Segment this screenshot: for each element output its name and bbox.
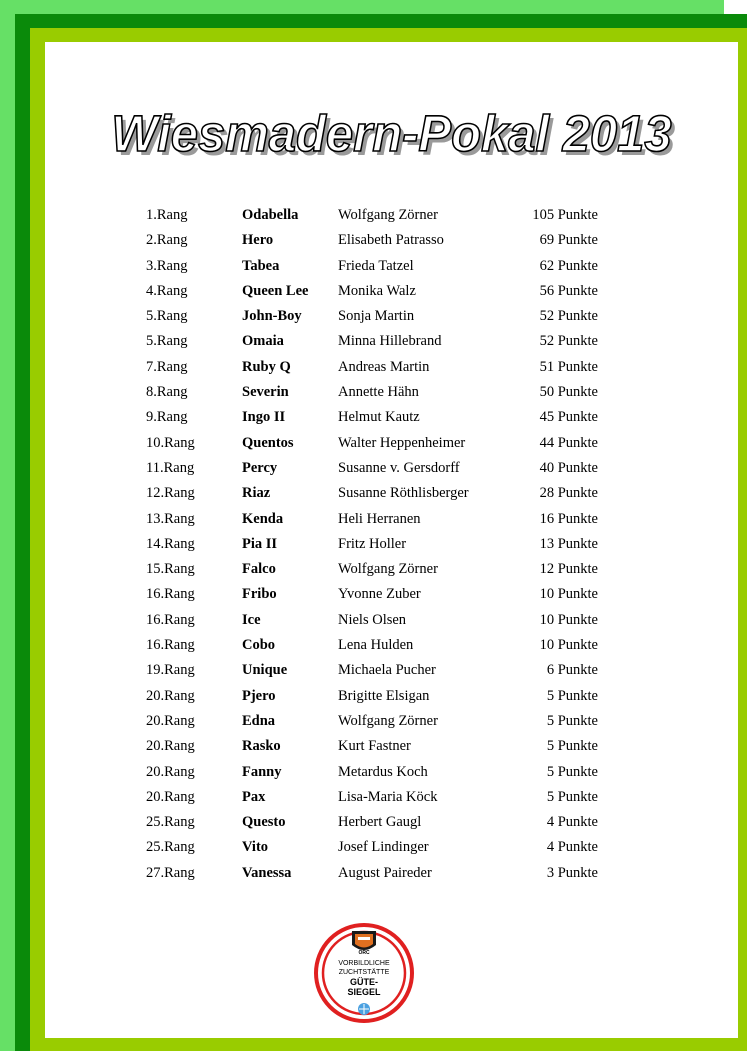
horse-name-cell: John-Boy	[242, 308, 302, 325]
owner-name-cell: Wolfgang Zörner	[338, 207, 438, 223]
rank-cell: 3.Rang	[146, 257, 188, 274]
rank-cell: 16.Rang	[146, 637, 195, 654]
table-row	[45, 507, 738, 532]
owner-name-cell: Lena Hulden	[338, 637, 414, 654]
horse-name-cell: Falco	[242, 561, 276, 578]
table-row	[45, 329, 738, 354]
horse-name-cell: Edna	[242, 712, 276, 729]
horse-name-cell: Odabella	[242, 207, 299, 223]
horse-name-cell: Omaia	[242, 333, 284, 350]
ranking-table	[45, 203, 738, 886]
table-row	[45, 203, 738, 228]
table-row	[45, 608, 738, 633]
horse-name-cell: Riaz	[242, 485, 271, 502]
rank-cell: 16.Rang	[146, 586, 195, 603]
table-row	[45, 810, 738, 835]
owner-name-cell: Andreas Martin	[338, 358, 430, 375]
points-cell: 45 Punkte	[539, 409, 598, 426]
horse-name-cell: Tabea	[242, 257, 280, 274]
rank-cell: 19.Rang	[146, 662, 195, 679]
rank-cell: 25.Rang	[146, 814, 195, 831]
owner-name-cell: Herbert Gaugl	[338, 814, 422, 831]
points-cell: 6 Punkte	[546, 662, 598, 679]
owner-name-cell: Susanne Röthlisberger	[338, 485, 469, 502]
table-row	[45, 557, 738, 582]
rank-cell: 9.Rang	[146, 409, 188, 426]
horse-name-cell: Pjero	[242, 687, 276, 704]
horse-name-cell: Cobo	[242, 637, 276, 654]
owner-name-cell: Brigitte Elsigan	[338, 687, 430, 704]
owner-name-cell: Lisa-Maria Köck	[338, 788, 438, 805]
table-row	[45, 355, 738, 380]
horse-name-cell: Hero	[242, 232, 274, 249]
owner-name-cell: Minna Hillebrand	[338, 333, 442, 350]
points-cell: 5 Punkte	[546, 687, 598, 704]
points-cell: 69 Punkte	[539, 232, 598, 249]
rank-cell: 20.Rang	[146, 788, 195, 805]
quality-seal-logo	[314, 923, 414, 1023]
table-row	[45, 456, 738, 481]
points-cell: 51 Punkte	[539, 358, 598, 375]
points-cell: 13 Punkte	[539, 535, 598, 552]
owner-name-cell: Heli Herranen	[338, 510, 421, 527]
points-cell: 3 Punkte	[546, 864, 598, 881]
owner-name-cell: Niels Olsen	[338, 611, 407, 628]
horse-name-cell: Fribo	[242, 586, 277, 603]
table-row	[45, 658, 738, 683]
rank-cell: 15.Rang	[146, 561, 195, 578]
table-row	[45, 431, 738, 456]
rank-cell: 10.Rang	[146, 434, 195, 451]
table-row	[45, 709, 738, 734]
rank-cell: 4.Rang	[146, 282, 188, 299]
horse-name-cell: Pax	[242, 788, 266, 805]
horse-name-cell: Vanessa	[242, 864, 292, 881]
points-cell: 12 Punkte	[539, 561, 598, 578]
rank-cell: 13.Rang	[146, 510, 195, 527]
points-cell: 40 Punkte	[539, 459, 598, 476]
owner-name-cell: Michaela Pucher	[338, 662, 436, 679]
rank-cell: 5.Rang	[146, 308, 188, 325]
rank-cell: 27.Rang	[146, 864, 195, 881]
owner-name-cell: Metardus Koch	[338, 763, 428, 780]
horse-name-cell: Fanny	[242, 763, 282, 780]
points-cell: 50 Punkte	[539, 384, 598, 401]
table-row	[45, 405, 738, 430]
points-cell: 10 Punkte	[539, 611, 598, 628]
seal-line-3: GÜTE-	[350, 977, 378, 987]
seal-emblem: ÖRC	[358, 950, 370, 956]
horse-name-cell: Ruby Q	[242, 358, 291, 375]
points-cell: 10 Punkte	[539, 637, 598, 654]
page-title: Wiesmadern-Pokal 2013	[111, 105, 672, 162]
points-cell: 44 Punkte	[539, 434, 598, 451]
table-row	[45, 228, 738, 253]
rank-cell: 20.Rang	[146, 687, 195, 704]
points-cell: 5 Punkte	[546, 712, 598, 729]
points-cell: 56 Punkte	[539, 282, 598, 299]
owner-name-cell: Annette Hähn	[338, 384, 419, 401]
rank-cell: 1.Rang	[146, 207, 188, 223]
table-row	[45, 304, 738, 329]
table-row	[45, 633, 738, 658]
horse-name-cell: Queen Lee	[242, 282, 309, 299]
table-row	[45, 532, 738, 557]
points-cell: 5 Punkte	[546, 788, 598, 805]
owner-name-cell: Wolfgang Zörner	[338, 561, 438, 578]
points-cell: 5 Punkte	[546, 763, 598, 780]
table-row	[45, 861, 738, 886]
rank-cell: 12.Rang	[146, 485, 195, 502]
owner-name-cell: Yvonne Zuber	[338, 586, 421, 603]
owner-name-cell: Susanne v. Gersdorff	[338, 459, 460, 476]
table-row	[45, 380, 738, 405]
owner-name-cell: Elisabeth Patrasso	[338, 232, 444, 249]
horse-name-cell: Vito	[242, 839, 269, 856]
horse-name-cell: Questo	[242, 814, 286, 831]
rank-cell: 25.Rang	[146, 839, 195, 856]
table-row	[45, 835, 738, 860]
points-cell: 4 Punkte	[546, 839, 598, 856]
table-row	[45, 684, 738, 709]
points-cell: 28 Punkte	[539, 485, 598, 502]
owner-name-cell: Walter Heppenheimer	[338, 434, 466, 451]
points-cell: 5 Punkte	[546, 738, 598, 755]
table-row	[45, 734, 738, 759]
owner-name-cell: August Paireder	[338, 864, 432, 881]
horse-name-cell: Unique	[242, 662, 288, 679]
horse-name-cell: Ice	[242, 611, 261, 628]
owner-name-cell: Sonja Martin	[338, 308, 415, 325]
points-cell: 62 Punkte	[539, 257, 598, 274]
owner-name-cell: Josef Lindinger	[338, 839, 429, 856]
table-row	[45, 760, 738, 785]
horse-name-cell: Percy	[242, 459, 278, 476]
owner-name-cell: Wolfgang Zörner	[338, 712, 438, 729]
owner-name-cell: Helmut Kautz	[338, 409, 420, 426]
owner-name-cell: Kurt Fastner	[338, 738, 411, 755]
rank-cell: 8.Rang	[146, 384, 188, 401]
rank-cell: 20.Rang	[146, 738, 195, 755]
rank-cell: 14.Rang	[146, 535, 195, 552]
rank-cell: 2.Rang	[146, 232, 188, 249]
points-cell: 16 Punkte	[539, 510, 598, 527]
rank-cell: 11.Rang	[146, 459, 195, 476]
horse-name-cell: Rasko	[242, 738, 281, 755]
rank-cell: 5.Rang	[146, 333, 188, 350]
table-row	[45, 481, 738, 506]
points-cell: 52 Punkte	[539, 333, 598, 350]
owner-name-cell: Frieda Tatzel	[338, 257, 414, 274]
seal-line-4: SIEGEL	[347, 987, 381, 997]
rank-cell: 20.Rang	[146, 712, 195, 729]
table-row	[45, 582, 738, 607]
seal-line-2: ZUCHTSTÄTTE	[338, 969, 390, 976]
points-cell: 4 Punkte	[546, 814, 598, 831]
rank-cell: 16.Rang	[146, 611, 195, 628]
horse-name-cell: Ingo II	[242, 409, 286, 426]
points-cell: 10 Punkte	[539, 586, 598, 603]
document-page	[45, 42, 738, 1038]
horse-name-cell: Kenda	[242, 510, 284, 527]
table-row	[45, 279, 738, 304]
horse-name-cell: Pia II	[242, 535, 278, 552]
rank-cell: 7.Rang	[146, 358, 188, 375]
seal-line-1: VORBILDLICHE	[338, 960, 390, 967]
table-row	[45, 785, 738, 810]
table-row	[45, 254, 738, 279]
owner-name-cell: Fritz Holler	[338, 535, 407, 552]
horse-name-cell: Quentos	[242, 434, 294, 451]
points-cell: 52 Punkte	[539, 308, 598, 325]
owner-name-cell: Monika Walz	[338, 282, 416, 299]
horse-name-cell: Severin	[242, 384, 289, 401]
rank-cell: 20.Rang	[146, 763, 195, 780]
points-cell: 105 Punkte	[532, 207, 598, 223]
